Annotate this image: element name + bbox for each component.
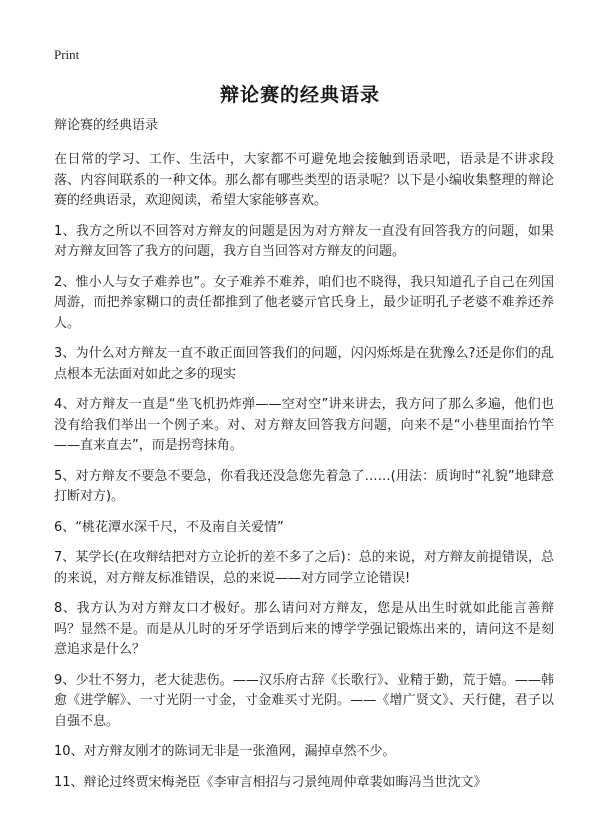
quote-item: 4、对方辩友一直是“坐飞机扔炸弹——空对空”讲来讲去，我方问了那么多遍，他们也没有给我们举出一个例子来。对、对方辩友回答我方问题，向来不是“小巷里面抬竹竿——直来直去”，而是拐弯抹角。 — [54, 397, 554, 453]
quote-item: 1、我方之所以不回答对方辩友的问题是因为对方辩友一直没有回答我方的问题，如果对方辩友回答了我方的问题，我方自当回答对方辩友的问题。 — [54, 223, 554, 259]
page-title: 辩论赛的经典语录 — [219, 84, 380, 106]
print-link[interactable]: Print — [54, 47, 80, 62]
quote-item: 8、我方认为对方辩友口才极好。那么请问对方辩友，您是从出生时就如此能言善辩吗？显然不是。而是从儿时的牙牙学语到后来的博学学强记锻炼出来的，请问这不是刻意追求是什么？ — [54, 601, 554, 657]
intro-paragraph: 在日常的学习、工作、生活中，大家都不可避免地会接触到语录吧，语录是不讲求段落、内容间联系的一种文体。那么都有哪些类型的语录呢？以下是小编收集整理的辩论赛的经典语录，欢迎阅读，希望大家能够喜欢。 — [54, 152, 554, 208]
quote-item: 6、“桃花潭水深千尺，不及南自关爱情” — [54, 519, 284, 535]
quote-item: 9、少壮不努力，老大徒悲伤。——汉乐府古辞《长歌行》、业精于勤，荒于嬉。——韩愈《进学解》、一寸光阴一寸金，寸金难买寸光阴。——《增广贤文》、天行健，君子以自强不息。 — [54, 672, 554, 729]
quote-item: 3、为什么对方辩友一直不敢正面回答我们的问题，闪闪烁烁是在犹豫么?还是你们的乱点根本无法面对如此之多的现实 — [54, 346, 554, 382]
quote-item: 5、对方辩友不要急不要急，你看我还没急您先着急了……(用法：质询时“礼貌”地肆意打断对方)。 — [54, 468, 554, 504]
article-subtitle: 辩论赛的经典语录 — [54, 118, 159, 133]
quote-item: 2、惟小人与女子难养也”。女子难养不难养，咱们也不晓得，我只知道孔子自己在列国周游，而把养家糊口的责任都推到了他老婆亓官氏身上，最少证明孔子老婆不难养还养人。 — [54, 274, 554, 331]
quote-item: 10、对方辩友刚才的陈词无非是一张渔网，漏掉卓然不少。 — [54, 744, 396, 759]
article-body — [54, 116, 554, 803]
quote-item: 11、辩论过终贾宋梅尧臣《李审言相招与刁景纯周仲章裴如晦冯当世沈文》 — [54, 774, 487, 790]
quote-item: 7、某学长(在攻辩结把对方立论折的差不多了之后)：总的来说，对方辩友前提错误，总的来说，对方辩友标准错误，总的来说——对方同学立论错误! — [54, 550, 554, 586]
